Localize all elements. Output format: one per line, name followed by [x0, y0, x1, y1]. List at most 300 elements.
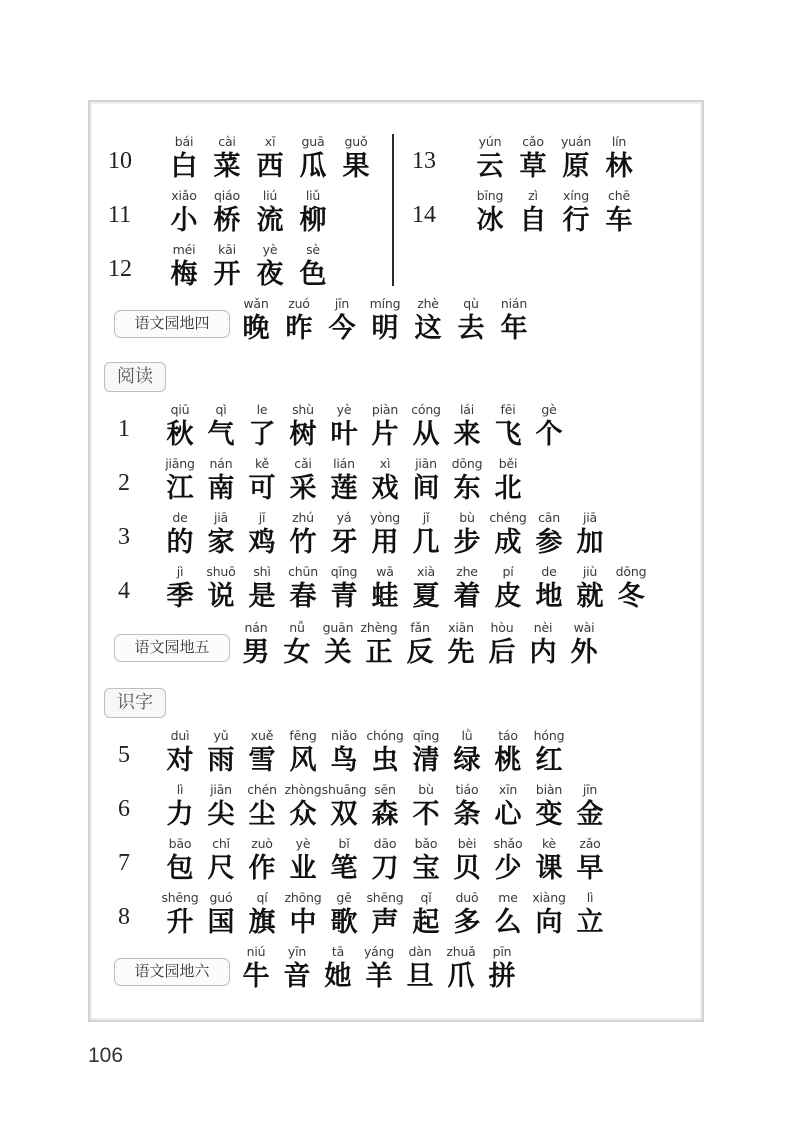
hanzi: 采 — [289, 473, 317, 504]
hanzi: 羊 — [365, 961, 393, 992]
lesson-number: 8 — [118, 904, 130, 930]
hanzi: 原 — [562, 151, 590, 182]
lesson-row-yw4 — [0, 296, 800, 348]
hanzi: 虫 — [371, 745, 399, 776]
hanzi: 叶 — [330, 419, 358, 450]
lesson-row-yw5 — [0, 620, 800, 672]
pinyin: qīng — [412, 728, 440, 743]
lesson-row-s8 — [0, 890, 800, 942]
character-cell — [560, 620, 608, 672]
pinyin: shù — [292, 402, 314, 417]
hanzi: 金 — [576, 799, 604, 830]
hanzi: 冬 — [617, 581, 645, 612]
pinyin: shuāng — [321, 782, 367, 797]
hanzi: 个 — [535, 419, 563, 450]
pinyin: liǔ — [305, 188, 321, 203]
hanzi: 女 — [283, 637, 311, 668]
hanzi: 拼 — [488, 961, 516, 992]
lesson-number: 2 — [118, 470, 130, 496]
hanzi: 的 — [166, 527, 194, 558]
hanzi: 加 — [576, 527, 604, 558]
hanzi: 梅 — [170, 259, 198, 290]
lesson-row-r2 — [0, 456, 800, 508]
hanzi: 桃 — [494, 745, 522, 776]
pinyin: le — [256, 402, 268, 417]
pinyin: yǔ — [213, 728, 229, 743]
hanzi: 宝 — [412, 853, 440, 884]
hanzi: 明 — [371, 313, 399, 344]
pinyin: jiā — [213, 510, 228, 525]
pinyin: jiān — [415, 456, 437, 471]
yuwen-garden-label: 语文园地五 — [114, 634, 230, 662]
pinyin: chǐ — [212, 836, 230, 851]
pinyin: yīn — [287, 944, 307, 959]
pinyin: tā — [331, 944, 345, 959]
pinyin: me — [498, 890, 518, 905]
pinyin: táo — [498, 728, 518, 743]
pinyin: dàn — [408, 944, 432, 959]
yuwen-garden-label: 语文园地四 — [114, 310, 230, 338]
pinyin: qīng — [330, 564, 358, 579]
hanzi: 条 — [453, 799, 481, 830]
character-cell — [595, 134, 643, 186]
hanzi: 后 — [488, 637, 516, 668]
pinyin: xià — [417, 564, 435, 579]
pinyin: jīn — [334, 296, 350, 311]
hanzi: 成 — [494, 527, 522, 558]
hanzi: 江 — [166, 473, 194, 504]
hanzi: 用 — [371, 527, 399, 558]
pinyin: dāo — [373, 836, 397, 851]
pinyin: chūn — [288, 564, 318, 579]
hanzi: 树 — [289, 419, 317, 450]
hanzi: 瓜 — [299, 151, 327, 182]
pinyin: xiān — [448, 620, 474, 635]
hanzi: 晚 — [242, 313, 270, 344]
pinyin: cān — [538, 510, 560, 525]
lesson-row-r3 — [0, 510, 800, 562]
character-cell — [525, 402, 573, 454]
pinyin: jiā — [582, 510, 597, 525]
pinyin: qù — [463, 296, 479, 311]
hanzi: 小 — [170, 205, 198, 236]
hanzi: 少 — [494, 853, 522, 884]
lesson-number: 7 — [118, 850, 130, 876]
hanzi: 国 — [207, 907, 235, 938]
pinyin: yún — [478, 134, 502, 149]
pinyin: jiù — [582, 564, 598, 579]
pinyin: guā — [301, 134, 325, 149]
pinyin: de — [172, 510, 188, 525]
pinyin: gē — [336, 890, 352, 905]
hanzi: 行 — [562, 205, 590, 236]
hanzi: 风 — [289, 745, 317, 776]
hanzi: 作 — [248, 853, 276, 884]
hanzi: 绿 — [453, 745, 481, 776]
pinyin: bù — [459, 510, 475, 525]
pinyin: nǚ — [289, 620, 305, 635]
lesson-number: 5 — [118, 742, 130, 768]
hanzi: 贝 — [453, 853, 481, 884]
hanzi: 飞 — [494, 419, 522, 450]
hanzi: 声 — [371, 907, 399, 938]
pinyin: niǎo — [331, 728, 357, 743]
hanzi: 南 — [207, 473, 235, 504]
hanzi: 牛 — [242, 961, 270, 992]
lesson-number: 1 — [118, 416, 130, 442]
pinyin: nián — [500, 296, 528, 311]
pinyin: zhè — [417, 296, 439, 311]
pinyin: shēng — [161, 890, 199, 905]
pinyin: zhuǎ — [446, 944, 476, 959]
pinyin: fēi — [500, 402, 516, 417]
hanzi: 桥 — [213, 205, 241, 236]
hanzi: 她 — [324, 961, 352, 992]
hanzi: 夏 — [412, 581, 440, 612]
pinyin: bīng — [476, 188, 504, 203]
hanzi: 来 — [453, 419, 481, 450]
pinyin: duì — [170, 728, 190, 743]
hanzi: 果 — [342, 151, 370, 182]
character-cell — [595, 188, 643, 240]
character-cell — [566, 836, 614, 888]
hanzi: 歌 — [330, 907, 358, 938]
pinyin: kè — [541, 836, 557, 851]
hanzi: 多 — [453, 907, 481, 938]
pinyin: qiū — [170, 402, 190, 417]
hanzi: 双 — [330, 799, 358, 830]
lesson-row-l12 — [0, 242, 800, 294]
pinyin: shuō — [206, 564, 236, 579]
hanzi: 春 — [289, 581, 317, 612]
pinyin: chē — [608, 188, 630, 203]
hanzi: 么 — [494, 907, 522, 938]
hanzi: 着 — [453, 581, 481, 612]
hanzi: 反 — [406, 637, 434, 668]
pinyin: cǎo — [522, 134, 544, 149]
pinyin: wā — [376, 564, 394, 579]
hanzi: 菜 — [213, 151, 241, 182]
hanzi: 夜 — [256, 259, 284, 290]
hanzi: 从 — [412, 419, 440, 450]
pinyin: qiáo — [214, 188, 240, 203]
pinyin: xīn — [498, 782, 518, 797]
hanzi: 森 — [371, 799, 399, 830]
pinyin: zì — [528, 188, 538, 203]
pinyin: lín — [611, 134, 627, 149]
character-cell — [566, 782, 614, 834]
hanzi: 旦 — [406, 961, 434, 992]
hanzi: 笔 — [330, 853, 358, 884]
hanzi: 白 — [170, 151, 198, 182]
section-literacy: 识字 — [104, 688, 166, 718]
hanzi: 昨 — [285, 313, 313, 344]
pinyin: zhèng — [360, 620, 398, 635]
hanzi: 莲 — [330, 473, 358, 504]
pinyin: bǎo — [414, 836, 438, 851]
pinyin: zǎo — [579, 836, 601, 851]
lesson-number: 4 — [118, 578, 130, 604]
hanzi: 先 — [447, 637, 475, 668]
pinyin: sēn — [374, 782, 396, 797]
pinyin: lì — [176, 782, 184, 797]
hanzi: 雨 — [207, 745, 235, 776]
pinyin: yè — [262, 242, 278, 257]
hanzi: 向 — [535, 907, 563, 938]
pinyin: xíng — [563, 188, 589, 203]
hanzi: 地 — [535, 581, 563, 612]
pinyin: shēng — [366, 890, 404, 905]
lesson-number: 13 — [412, 148, 436, 174]
hanzi: 内 — [529, 637, 557, 668]
pinyin: jì — [176, 564, 184, 579]
lesson-row-s7 — [0, 836, 800, 888]
pinyin: dōng — [615, 564, 647, 579]
character-cell — [484, 456, 532, 508]
pinyin: yuán — [560, 134, 592, 149]
pinyin: sè — [306, 242, 320, 257]
pinyin: méi — [172, 242, 196, 257]
lesson-row-s5 — [0, 728, 800, 780]
pinyin: jī — [258, 510, 266, 525]
hanzi: 男 — [242, 637, 270, 668]
hanzi: 几 — [412, 527, 440, 558]
hanzi: 车 — [605, 205, 633, 236]
pinyin: jǐ — [422, 510, 430, 525]
character-cell — [490, 296, 538, 348]
pinyin: kāi — [218, 242, 236, 257]
hanzi: 色 — [299, 259, 327, 290]
hanzi: 西 — [256, 151, 284, 182]
hanzi: 开 — [213, 259, 241, 290]
hanzi: 对 — [166, 745, 194, 776]
lesson-number: 14 — [412, 202, 436, 228]
hanzi: 中 — [289, 907, 317, 938]
pinyin: yòng — [369, 510, 401, 525]
pinyin: lǜ — [461, 728, 473, 743]
lesson-number: 10 — [108, 148, 132, 174]
page-number: 106 — [88, 1044, 124, 1067]
hanzi: 东 — [453, 473, 481, 504]
hanzi: 红 — [535, 745, 563, 776]
pinyin: zhōng — [284, 890, 322, 905]
hanzi: 气 — [207, 419, 235, 450]
pinyin: qí — [256, 890, 268, 905]
character-cell — [525, 728, 573, 780]
hanzi: 蛙 — [371, 581, 399, 612]
pinyin: guǒ — [344, 134, 368, 149]
pinyin: jiāng — [165, 456, 195, 471]
hanzi: 刀 — [371, 853, 399, 884]
lesson-number: 12 — [108, 256, 132, 282]
hanzi: 说 — [207, 581, 235, 612]
pinyin: nèi — [533, 620, 553, 635]
hanzi: 竹 — [289, 527, 317, 558]
pinyin: chéng — [489, 510, 527, 525]
hanzi: 皮 — [494, 581, 522, 612]
pinyin: bāo — [168, 836, 192, 851]
pinyin: qǐ — [420, 890, 432, 905]
hanzi: 流 — [256, 205, 284, 236]
hanzi: 尘 — [248, 799, 276, 830]
hanzi: 云 — [476, 151, 504, 182]
pinyin: liú — [262, 188, 278, 203]
hanzi: 可 — [248, 473, 276, 504]
hanzi: 正 — [365, 637, 393, 668]
hanzi: 音 — [283, 961, 311, 992]
hanzi: 柳 — [299, 205, 327, 236]
pinyin: fǎn — [410, 620, 430, 635]
hanzi: 课 — [535, 853, 563, 884]
hanzi: 家 — [207, 527, 235, 558]
pinyin: běi — [498, 456, 518, 471]
lesson-number: 6 — [118, 796, 130, 822]
pinyin: xì — [379, 456, 391, 471]
character-cell — [566, 510, 614, 562]
lesson-row-l13 — [0, 134, 800, 186]
hanzi: 了 — [248, 419, 276, 450]
hanzi: 戏 — [371, 473, 399, 504]
pinyin: lì — [586, 890, 594, 905]
character-cell — [478, 944, 526, 996]
pinyin: yáng — [363, 944, 395, 959]
pinyin: jīn — [582, 782, 598, 797]
pinyin: cǎi — [294, 456, 312, 471]
lesson-row-r4 — [0, 564, 800, 616]
pinyin: cài — [218, 134, 236, 149]
pinyin: pí — [502, 564, 514, 579]
hanzi: 早 — [576, 853, 604, 884]
hanzi: 清 — [412, 745, 440, 776]
lesson-number: 11 — [108, 202, 132, 228]
pinyin: de — [541, 564, 557, 579]
character-cell — [289, 242, 337, 294]
hanzi: 外 — [570, 637, 598, 668]
hanzi: 间 — [412, 473, 440, 504]
pinyin: pīn — [492, 944, 512, 959]
hanzi: 青 — [330, 581, 358, 612]
hanzi: 就 — [576, 581, 604, 612]
pinyin: piàn — [371, 402, 399, 417]
hanzi: 鸟 — [330, 745, 358, 776]
pinyin: yè — [336, 402, 352, 417]
pinyin: jiān — [210, 782, 232, 797]
hanzi: 林 — [605, 151, 633, 182]
pinyin: yá — [336, 510, 352, 525]
pinyin: zuó — [288, 296, 310, 311]
pinyin: guó — [209, 890, 233, 905]
hanzi: 升 — [166, 907, 194, 938]
pinyin: dōng — [451, 456, 483, 471]
lesson-row-yw6 — [0, 944, 800, 996]
pinyin: nán — [209, 456, 233, 471]
pinyin: qì — [215, 402, 227, 417]
pinyin: tiáo — [455, 782, 479, 797]
pinyin: bái — [174, 134, 194, 149]
hanzi: 爪 — [447, 961, 475, 992]
hanzi: 心 — [494, 799, 522, 830]
pinyin: hòu — [490, 620, 514, 635]
hanzi: 力 — [166, 799, 194, 830]
pinyin: duō — [455, 890, 479, 905]
pinyin: lái — [459, 402, 474, 417]
hanzi: 参 — [535, 527, 563, 558]
hanzi: 业 — [289, 853, 317, 884]
pinyin: zhú — [292, 510, 314, 525]
hanzi: 步 — [453, 527, 481, 558]
pinyin: shì — [253, 564, 271, 579]
character-cell — [566, 890, 614, 942]
pinyin: bèi — [457, 836, 477, 851]
pinyin: kě — [254, 456, 270, 471]
pinyin: chén — [247, 782, 277, 797]
hanzi: 季 — [166, 581, 194, 612]
pinyin: wài — [573, 620, 595, 635]
hanzi: 雪 — [248, 745, 276, 776]
pinyin: wǎn — [243, 296, 269, 311]
hanzi: 是 — [248, 581, 276, 612]
hanzi: 冰 — [476, 205, 504, 236]
hanzi: 鸡 — [248, 527, 276, 558]
pinyin: lián — [333, 456, 355, 471]
pinyin: shǎo — [493, 836, 523, 851]
pinyin: xī — [264, 134, 276, 149]
pinyin: niú — [246, 944, 266, 959]
pinyin: hóng — [533, 728, 565, 743]
pinyin: zhe — [456, 564, 478, 579]
lesson-row-l14 — [0, 188, 800, 240]
yuwen-garden-label: 语文园地六 — [114, 958, 230, 986]
hanzi: 今 — [328, 313, 356, 344]
hanzi: 尖 — [207, 799, 235, 830]
hanzi: 牙 — [330, 527, 358, 558]
pinyin: zuò — [251, 836, 273, 851]
pinyin: fēng — [289, 728, 317, 743]
hanzi: 变 — [535, 799, 563, 830]
pinyin: chóng — [366, 728, 404, 743]
hanzi: 去 — [457, 313, 485, 344]
pinyin: zhòng — [284, 782, 322, 797]
pinyin: biàn — [535, 782, 563, 797]
hanzi: 不 — [412, 799, 440, 830]
hanzi: 这 — [414, 313, 442, 344]
hanzi: 北 — [494, 473, 522, 504]
pinyin: bù — [418, 782, 434, 797]
section-reading: 阅读 — [104, 362, 166, 392]
hanzi: 众 — [289, 799, 317, 830]
pinyin: gè — [541, 402, 557, 417]
pinyin: xuě — [250, 728, 274, 743]
hanzi: 起 — [412, 907, 440, 938]
hanzi: 尺 — [207, 853, 235, 884]
hanzi: 年 — [500, 313, 528, 344]
hanzi: 关 — [324, 637, 352, 668]
pinyin: nán — [244, 620, 268, 635]
hanzi: 立 — [576, 907, 604, 938]
hanzi: 草 — [519, 151, 547, 182]
pinyin: xiàng — [532, 890, 566, 905]
lesson-number: 3 — [118, 524, 130, 550]
character-cell — [607, 564, 655, 616]
hanzi: 旗 — [248, 907, 276, 938]
hanzi: 包 — [166, 853, 194, 884]
lesson-row-s6 — [0, 782, 800, 834]
pinyin: bǐ — [338, 836, 350, 851]
lesson-row-r1 — [0, 402, 800, 454]
hanzi: 自 — [519, 205, 547, 236]
pinyin: míng — [369, 296, 401, 311]
pinyin: yè — [295, 836, 311, 851]
